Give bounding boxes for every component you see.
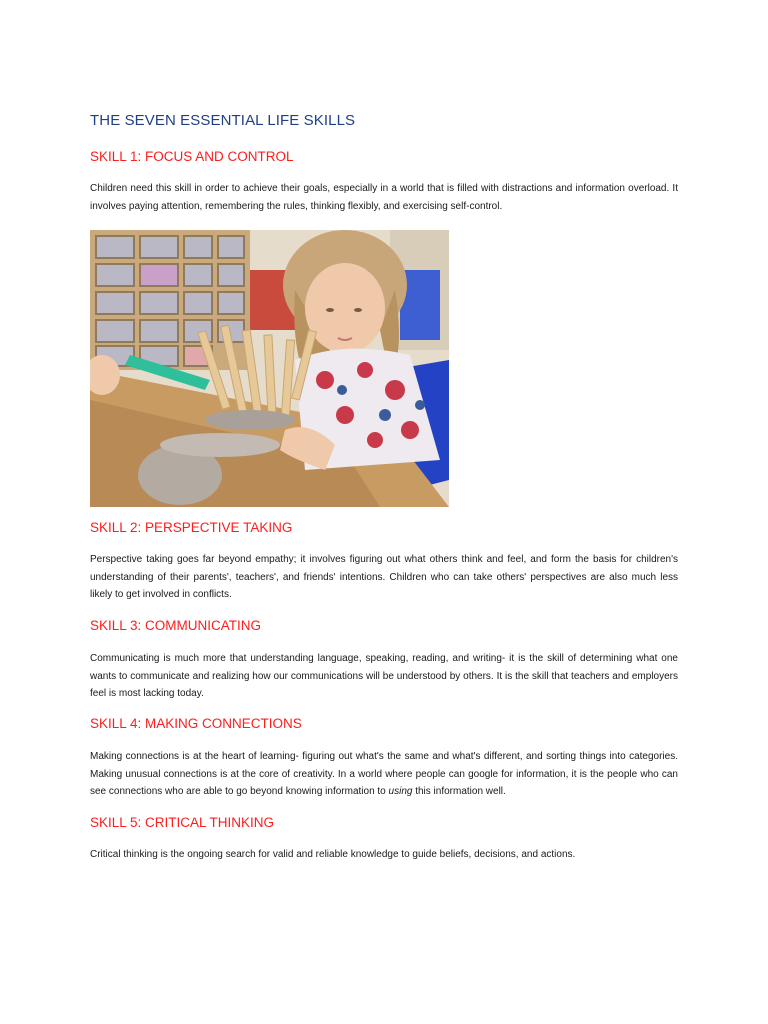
skill-2-paragraph: Perspective taking goes far beyond empathy; it involves figuring out what others think and feel, and form the basis for children's understanding of their parents', teachers', and friends' intentions. Children who can take others' perspectives are also much less likely to get involved in conflicts. bbox=[90, 554, 678, 600]
skill-5-heading: SKILL 5: CRITICAL THINKING bbox=[90, 815, 275, 830]
skill-4-emphasis: using bbox=[388, 786, 413, 797]
skill-4-text-part-1: Making connections is at the heart of learning- figuring out what's the same and what's different, and sorting things into categories. Making unusual connections is at the core of creativity. In a world where people can google for information, it is the people who can see connections who are able to go beyond knowing information to bbox=[90, 751, 678, 797]
skill-5-paragraph: Critical thinking is the ongoing search for valid and reliable knowledge to guide beliefs, decisions, and actions. bbox=[90, 849, 576, 860]
skill-3-heading: SKILL 3: COMMUNICATING bbox=[90, 618, 262, 633]
skill-4-paragraph bbox=[90, 748, 678, 801]
child-clay-photo bbox=[90, 230, 449, 507]
document-title: THE SEVEN ESSENTIAL LIFE SKILLS bbox=[90, 112, 356, 129]
skill-1-heading: SKILL 1: FOCUS AND CONTROL bbox=[90, 149, 294, 164]
skill-4-text-part-2: this information well. bbox=[412, 786, 506, 797]
skill-3-paragraph: Communicating is much more that understanding language, speaking, reading, and writing- it is the skill of determining what one wants to communicate and realizing how our communications will be understood by others. It is the skill that teachers and employers feel is most lacking today. bbox=[90, 653, 678, 699]
skill-2-heading: SKILL 2: PERSPECTIVE TAKING bbox=[90, 520, 293, 535]
skill-1-paragraph: Children need this skill in order to achieve their goals, especially in a world that is filled with distractions and information overload. It involves paying attention, remembering the rules, thinking flexibly, and exercising self-control. bbox=[90, 183, 678, 212]
skill-4-heading: SKILL 4: MAKING CONNECTIONS bbox=[90, 716, 302, 731]
